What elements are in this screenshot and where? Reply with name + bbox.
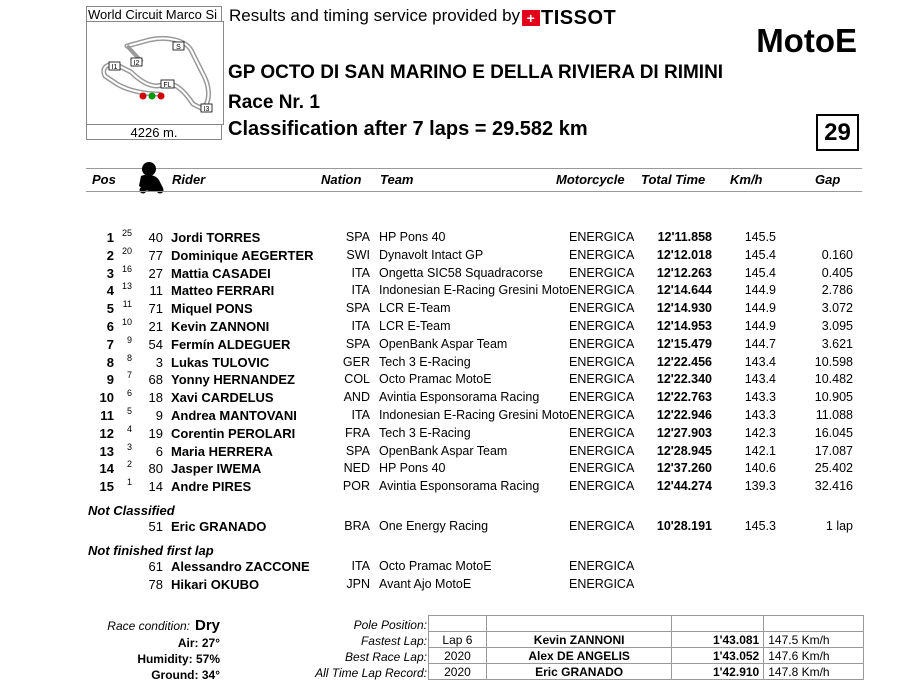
position: 14 [99,461,114,477]
col-gap: Gap [815,172,841,187]
position: 4 [106,283,114,299]
rider-name: Yonny HERNANDEZ [171,372,295,388]
swiss-cross-icon: + [522,10,540,26]
rider-number: 9 [155,408,163,423]
total-time: 12'22.763 [656,390,712,405]
table-row [0,245,900,266]
position: 8 [106,354,114,370]
total-time: 12'22.456 [656,354,712,369]
team: Indonesian E-Racing Gresini Moto [379,283,570,298]
rider-number: 40 [148,230,163,245]
position: 13 [99,443,114,459]
grid-position: 16 [121,263,132,274]
position: 2 [106,247,114,263]
speed: 143.3 [744,390,776,405]
records-table [428,615,864,680]
team: Tech 3 E-Racing [379,354,471,369]
map-label-s: S [176,44,181,51]
track-map [86,21,224,125]
rider-number: 68 [148,372,163,388]
speed: 144.9 [744,283,776,298]
table-row [0,263,900,284]
grid-position: 7 [126,370,132,381]
total-time: 12'14.930 [656,301,712,316]
nation: JPN [346,576,370,591]
grid-position: 25 [121,228,132,238]
col-pos: Pos [92,172,116,187]
event-title: GP OCTO DI SAN MARINO E DELLA RIVIERA DI RIMINI [228,62,724,83]
grid-position: 5 [126,406,132,416]
rider-name: Xavi CARDELUS [171,390,274,406]
record-time [672,616,764,632]
provided-by-text: Results and timing service provided by [229,6,521,25]
table-row [0,319,900,337]
not-finished-label: Not finished first lap [88,543,214,558]
position: 6 [106,319,114,334]
motorcycle: ENERGICA [569,265,635,280]
nation: SWI [346,247,370,262]
fastest-lap-label: Fastest Lap: [360,634,427,648]
team: LCR E-Team [379,319,451,333]
nation: POR [342,479,370,494]
rider-number: 27 [148,265,163,281]
motorcycle: ENERGICA [569,319,635,333]
motorcycle: ENERGICA [569,576,635,591]
team: HP Pons 40 [379,461,446,476]
gap: 32.416 [814,479,853,494]
grid-position: 9 [126,334,132,345]
record-row [429,616,864,632]
total-time: 12'22.340 [656,372,712,387]
table-row [0,390,900,408]
circuit-length: 4226 m. [86,124,222,140]
motorcycle: ENERGICA [569,443,635,458]
total-time: 12'44.274 [656,479,712,494]
team: Indonesian E-Racing Gresini Moto [379,408,570,422]
total-time: 12'12.263 [656,265,712,280]
grid-position: 8 [126,352,132,363]
grid-position: 11 [122,299,132,310]
pole-position-label: Pole Position: [353,618,427,632]
table-row [0,559,900,577]
col-team: Team [380,172,414,187]
table-row [0,372,900,390]
grid-position: 3 [126,441,132,452]
rider-number: 3 [155,354,163,370]
record-rider: Kevin ZANNONI [486,632,672,648]
gap: 0.405 [821,265,853,280]
air-temp: Air: 27° [177,636,220,650]
rider-name: Kevin ZANNONI [171,319,270,334]
nation: ITA [351,283,370,298]
position: 11 [100,408,114,423]
rider-name: Matteo FERRARI [171,283,275,299]
speed: 145.3 [744,519,776,533]
record-rider [486,616,672,632]
speed: 145.4 [744,265,776,280]
motorcycle: ENERGICA [569,230,635,244]
record-ref [429,616,487,632]
grid-position: 10 [121,317,132,327]
rider-number: 54 [148,336,163,352]
record-rider: Alex DE ANGELIS [486,648,672,664]
gap: 10.482 [814,372,853,387]
rider-number: 11 [149,283,163,299]
motorcycle: ENERGICA [569,390,635,405]
speed: 140.6 [744,461,776,476]
rider-name: Lukas TULOVIC [171,354,270,370]
team: Dynavolt Intact GP [379,247,484,262]
total-time: 12'22.946 [656,408,712,422]
position: 1 [106,230,114,245]
record-speed: 147.5 Km/h [764,632,864,648]
table-row [0,283,900,301]
nation: SPA [345,301,370,316]
grid-position: 6 [126,388,132,399]
rider-name: Dominique AEGERTER [171,247,314,263]
col-rider: Rider [172,172,206,187]
map-red-marker-2 [158,93,165,100]
tissot-logo: + TISSOT [522,7,616,30]
rider-name: Jasper IWEMA [171,461,262,477]
record-row [429,632,864,648]
motorcycle: ENERGICA [569,354,635,369]
nation: FRA [345,425,370,440]
rider-helmet-icon [135,160,167,199]
gap: 10.905 [814,390,853,405]
record-time: 1'43.081 [672,632,764,648]
motorcycle: ENERGICA [569,519,635,533]
gap: 11.088 [815,408,853,422]
total-time: 10'28.191 [656,519,712,533]
speed: 142.1 [744,443,776,458]
total-time: 12'15.479 [656,336,712,351]
map-label-i1: I1 [111,64,118,71]
map-green-marker [149,93,156,100]
classification-title: Classification after 7 laps = 29.582 km [228,118,588,140]
motorcycle: ENERGICA [569,336,635,351]
map-label-i3: I3 [203,106,210,113]
record-speed [764,616,864,632]
speed: 145.4 [744,247,776,262]
map-red-marker [140,93,147,100]
col-motorcycle: Motorcycle [556,172,625,187]
record-ref: 2020 [429,648,487,664]
speed: 144.9 [744,319,776,333]
rider-number: 14 [148,479,163,495]
race-condition-value: Dry [195,617,221,634]
gap: 17.087 [814,443,853,458]
team: OpenBank Aspar Team [379,443,508,458]
team: Avintia Esponsorama Racing [379,479,540,494]
nation: SPA [345,336,370,351]
race-number: Race Nr. 1 [228,92,320,113]
motorcycle: ENERGICA [569,461,635,476]
gap: 1 lap [825,519,853,533]
team: Avintia Esponsorama Racing [379,390,540,405]
nation: BRA [344,519,370,533]
rider-number: 71 [148,301,163,317]
team: OpenBank Aspar Team [379,336,508,351]
record-row [429,648,864,664]
nation: SPA [345,230,370,244]
total-time: 12'28.945 [656,443,712,458]
nation: ITA [351,408,370,422]
rider-number: 78 [148,576,163,592]
gap: 3.621 [821,336,853,351]
laps-box: 29 [816,114,859,151]
grid-position: 1 [126,477,132,488]
motorcycle: ENERGICA [569,301,635,316]
table-row [0,577,900,595]
nation: NED [343,461,370,476]
best-race-lap-label: Best Race Lap: [344,650,427,664]
gap: 3.095 [821,319,853,333]
speed: 139.3 [744,479,776,494]
speed: 144.7 [744,336,776,351]
nation: ITA [351,319,370,333]
grid-position: 4 [126,423,132,434]
rider-number: 51 [148,519,163,534]
rider-number: 21 [148,319,163,334]
gap: 16.045 [814,425,853,440]
total-time: 12'14.644 [656,283,712,298]
rider-name: Andre PIRES [171,479,252,495]
record-time: 1'43.052 [672,648,764,664]
record-row [429,664,864,680]
table-row [0,301,900,319]
speed: 143.4 [744,372,776,387]
col-total-time: Total Time [641,172,706,187]
table-row [0,352,900,373]
team: Avant Ajo MotoE [379,576,472,591]
table-row [0,441,900,462]
motorcycle: ENERGICA [569,247,635,262]
record-rider: Eric GRANADO [486,664,672,680]
motorcycle: ENERGICA [569,372,635,387]
speed: 143.4 [744,354,776,369]
nation: GER [342,354,370,369]
header-line-top [86,168,862,169]
total-time: 12'12.018 [656,247,712,262]
rider-number: 6 [155,443,163,459]
series-title: MotoE [756,22,857,59]
nation: ITA [351,559,370,573]
rider-number: 77 [148,247,163,263]
total-time: 12'27.903 [656,425,712,440]
rider-number: 18 [148,390,163,406]
team: Tech 3 E-Racing [379,425,471,440]
motorcycle: ENERGICA [569,559,635,573]
nation: COL [344,372,370,387]
nation: ITA [351,265,370,280]
rider-name: Mattia CASADEI [171,265,271,281]
total-time: 12'11.858 [657,230,712,244]
rider-name: Fermín ALDEGUER [171,336,291,352]
nation: AND [343,390,370,405]
rider-name: Corentin PEROLARI [171,425,296,441]
col-nation: Nation [321,172,362,187]
speed: 143.3 [744,408,776,422]
rider-name: Andrea MANTOVANI [171,408,297,423]
record-speed: 147.8 Km/h [764,664,864,680]
gap: 0.160 [821,247,853,262]
total-time: 12'14.953 [656,319,712,333]
rider-number: 80 [148,461,163,477]
gap: 2.786 [821,283,853,298]
humidity: Humidity: 57% [137,652,220,666]
team: Octo Pramac MotoE [379,559,492,573]
table-row [0,230,900,248]
rider-name: Alessandro ZACCONE [171,559,310,574]
all-time-record-label: All Time Lap Record: [315,666,427,680]
rider-name: Hikari OKUBO [171,576,260,592]
grid-position: 2 [126,459,132,470]
motorcycle: ENERGICA [569,408,635,422]
ground-temp: Ground: 34° [151,668,220,682]
position: 5 [106,301,114,317]
team: One Energy Racing [379,519,489,533]
position: 3 [106,265,114,281]
team: HP Pons 40 [379,230,446,244]
race-condition-label: Race condition: [107,619,190,633]
table-row [0,423,900,444]
map-label-i2: I2 [133,60,140,67]
total-time: 12'37.260 [656,461,712,476]
record-ref: 2020 [429,664,487,680]
grid-position: 20 [121,245,132,256]
col-kmh: Km/h [730,172,763,187]
motorcycle: ENERGICA [569,425,635,440]
rider-number: 61 [148,559,163,574]
map-label-fl: FL [163,82,172,89]
table-row [0,479,900,497]
position: 15 [99,479,114,495]
motorcycle: ENERGICA [569,283,635,298]
motorcycle: ENERGICA [569,479,635,494]
position: 10 [99,390,114,406]
table-row [0,461,900,479]
position: 12 [99,425,114,441]
table-row [0,334,900,355]
rider-name: Maria HERRERA [171,443,273,459]
nation: SPA [345,443,370,458]
record-ref: Lap 6 [429,632,487,648]
not-classified-label: Not Classified [88,503,175,518]
rider-name: Miquel PONS [171,301,253,317]
gap: 25.402 [814,461,853,476]
gap: 10.598 [814,354,853,369]
gap: 3.072 [821,301,853,316]
rider-name: Eric GRANADO [171,519,267,534]
record-time: 1'42.910 [672,664,764,680]
circuit-name: World Circuit Marco Si [86,6,222,22]
team: Ongetta SIC58 Squadracorse [379,265,543,280]
speed: 142.3 [744,425,776,440]
speed: 145.5 [744,230,776,244]
speed: 144.9 [744,301,776,316]
team: LCR E-Team [379,301,451,316]
position: 7 [106,336,114,352]
rider-name: Jordi TORRES [171,230,261,245]
rider-number: 19 [148,425,163,441]
position: 9 [106,372,114,388]
table-row [0,408,900,426]
header-line-bottom [86,191,862,192]
team: Octo Pramac MotoE [379,372,492,387]
record-speed: 147.6 Km/h [764,648,864,664]
grid-position: 13 [121,281,132,292]
table-row [0,519,900,537]
